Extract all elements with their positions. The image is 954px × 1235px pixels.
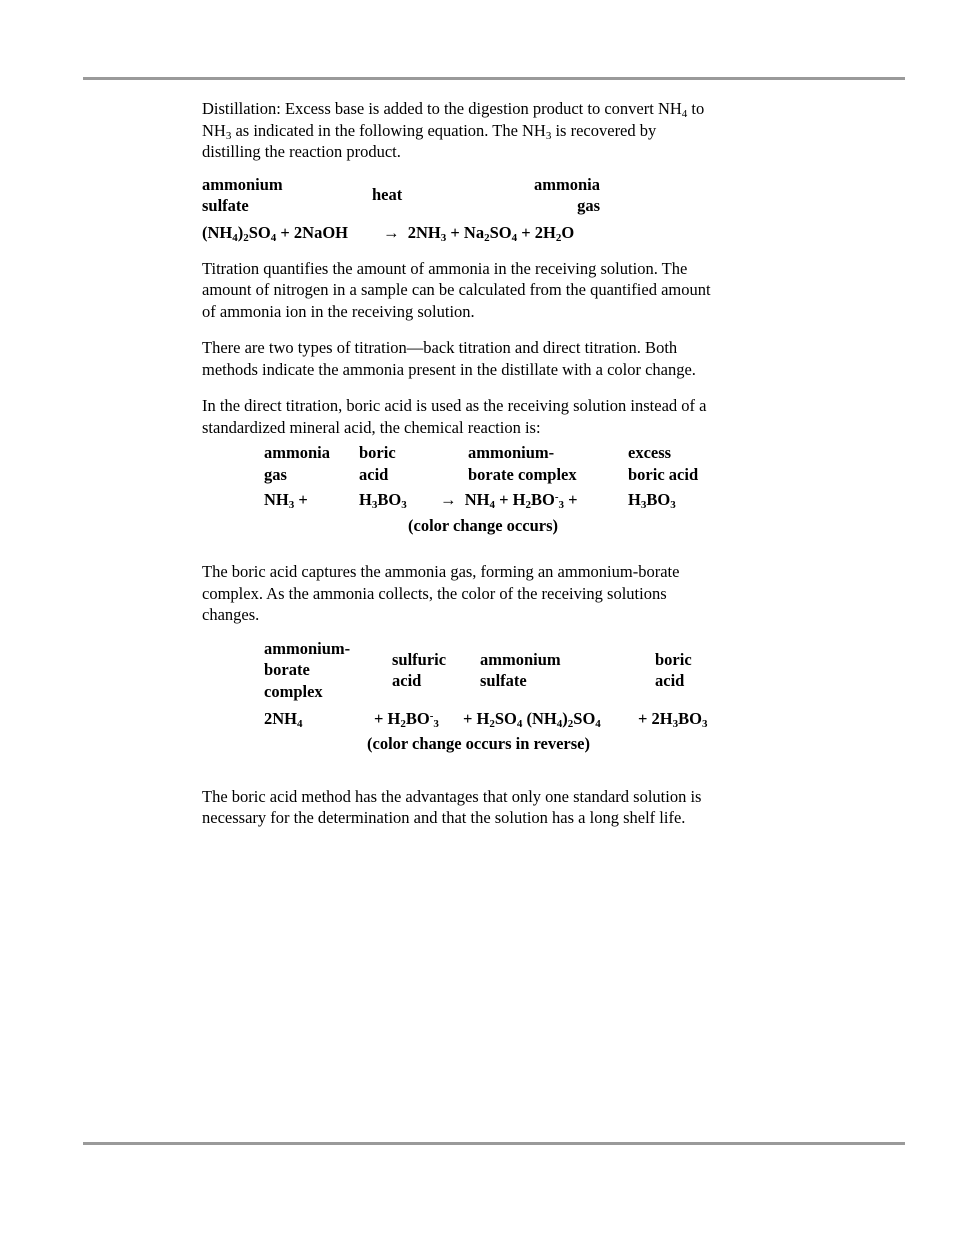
- eq3-label-sulfuric-acid: sulfuric acid: [392, 649, 447, 690]
- eq3-sulfuric-acid-products: + $H_2SO_4$ $(NH_4)_2SO_4$: [463, 708, 601, 730]
- eq2-label-boric-acid: boric acid: [359, 443, 396, 484]
- boric-acid-capture-paragraph: The boric acid captures the ammonia gas, forming an ammonium-borate complex. As the ammonia collects, the color of the receiving solutions changes.: [202, 562, 680, 624]
- eq2-boric-acid: $H_3BO_3$: [359, 490, 407, 511]
- eq2-label-ammonia-gas: ammonia gas: [264, 443, 330, 484]
- direct-titration-paragraph: In the direct titration, boric acid is used as the receiving solution instead of a standardized mineral acid, the chemical reaction is:: [202, 396, 707, 437]
- eq2-label-ammonium-borate-complex: ammonium- borate complex: [468, 443, 577, 484]
- eq1-label-heat: heat: [372, 184, 403, 204]
- eq2-products: → $NH_4 + H_2BO^-_3$ +: [440, 490, 578, 511]
- eq2-note: (color change occurs): [408, 516, 558, 535]
- reaction-arrow-icon: →: [440, 490, 457, 509]
- eq1-products: → $2NH_3 + Na_2SO_4 + 2H_2O$: [383, 222, 575, 244]
- titration-types-paragraph: There are two types of titration—back titration and direct titration. Both methods indicate the ammonia present in the distillate with a color change.: [202, 338, 696, 379]
- eq2-label-excess-boric-acid: excess boric acid: [628, 443, 699, 484]
- eq3-label-ammonium-sulfate: ammonium sulfate: [480, 649, 561, 690]
- eq2-excess-boric-acid: $H_3BO_3$: [628, 490, 676, 511]
- eq1-label-ammonia-gas: ammonia gas: [534, 174, 600, 215]
- boric-acid-advantages-paragraph: The boric acid method has the advantages that only one standard solution is necessary for the determination and that the solution has a long shelf life.: [202, 786, 702, 827]
- distillation-equation: [202, 174, 792, 258]
- document-body: [202, 98, 792, 829]
- eq2-ammonia: $NH_3$ +: [264, 490, 308, 511]
- eq1-formula: $(NH_4)_2SO_4$ + 2NaOH: [202, 222, 349, 244]
- direct-titration-equation: [202, 438, 792, 551]
- eq1-label-ammonium-sulfate: ammonium sulfate: [202, 174, 283, 215]
- eq3-label-ammonium-borate-complex: ammonium- borate complex: [264, 638, 351, 701]
- eq3-borate: + $H_2BO^-_3$: [374, 708, 439, 730]
- eq3-note: (color change occurs in reverse): [367, 733, 590, 753]
- eq3-boric-acid: + $2H_3BO_3$: [638, 708, 708, 730]
- back-titration-equation: [202, 626, 792, 774]
- footer-rule: [83, 1142, 905, 1145]
- eq3-ammonium: $2NH_4$: [264, 708, 303, 730]
- reaction-arrow-icon: →: [383, 222, 400, 242]
- distillation-paragraph: Distillation: Excess base is added to the digestion product to convert $NH_4$ to $NH_3$ as indicated in the following equation. The $NH_3$ is recovered by distilling the reaction product.: [202, 99, 705, 161]
- titration-paragraph: Titration quantifies the amount of ammonia in the receiving solution. The amount of nitrogen in a sample can be calculated from the quantified amount of ammonia ion in the receiving solution.: [202, 258, 711, 321]
- eq3-label-boric-acid: boric acid: [655, 649, 692, 690]
- header-rule: [83, 77, 905, 80]
